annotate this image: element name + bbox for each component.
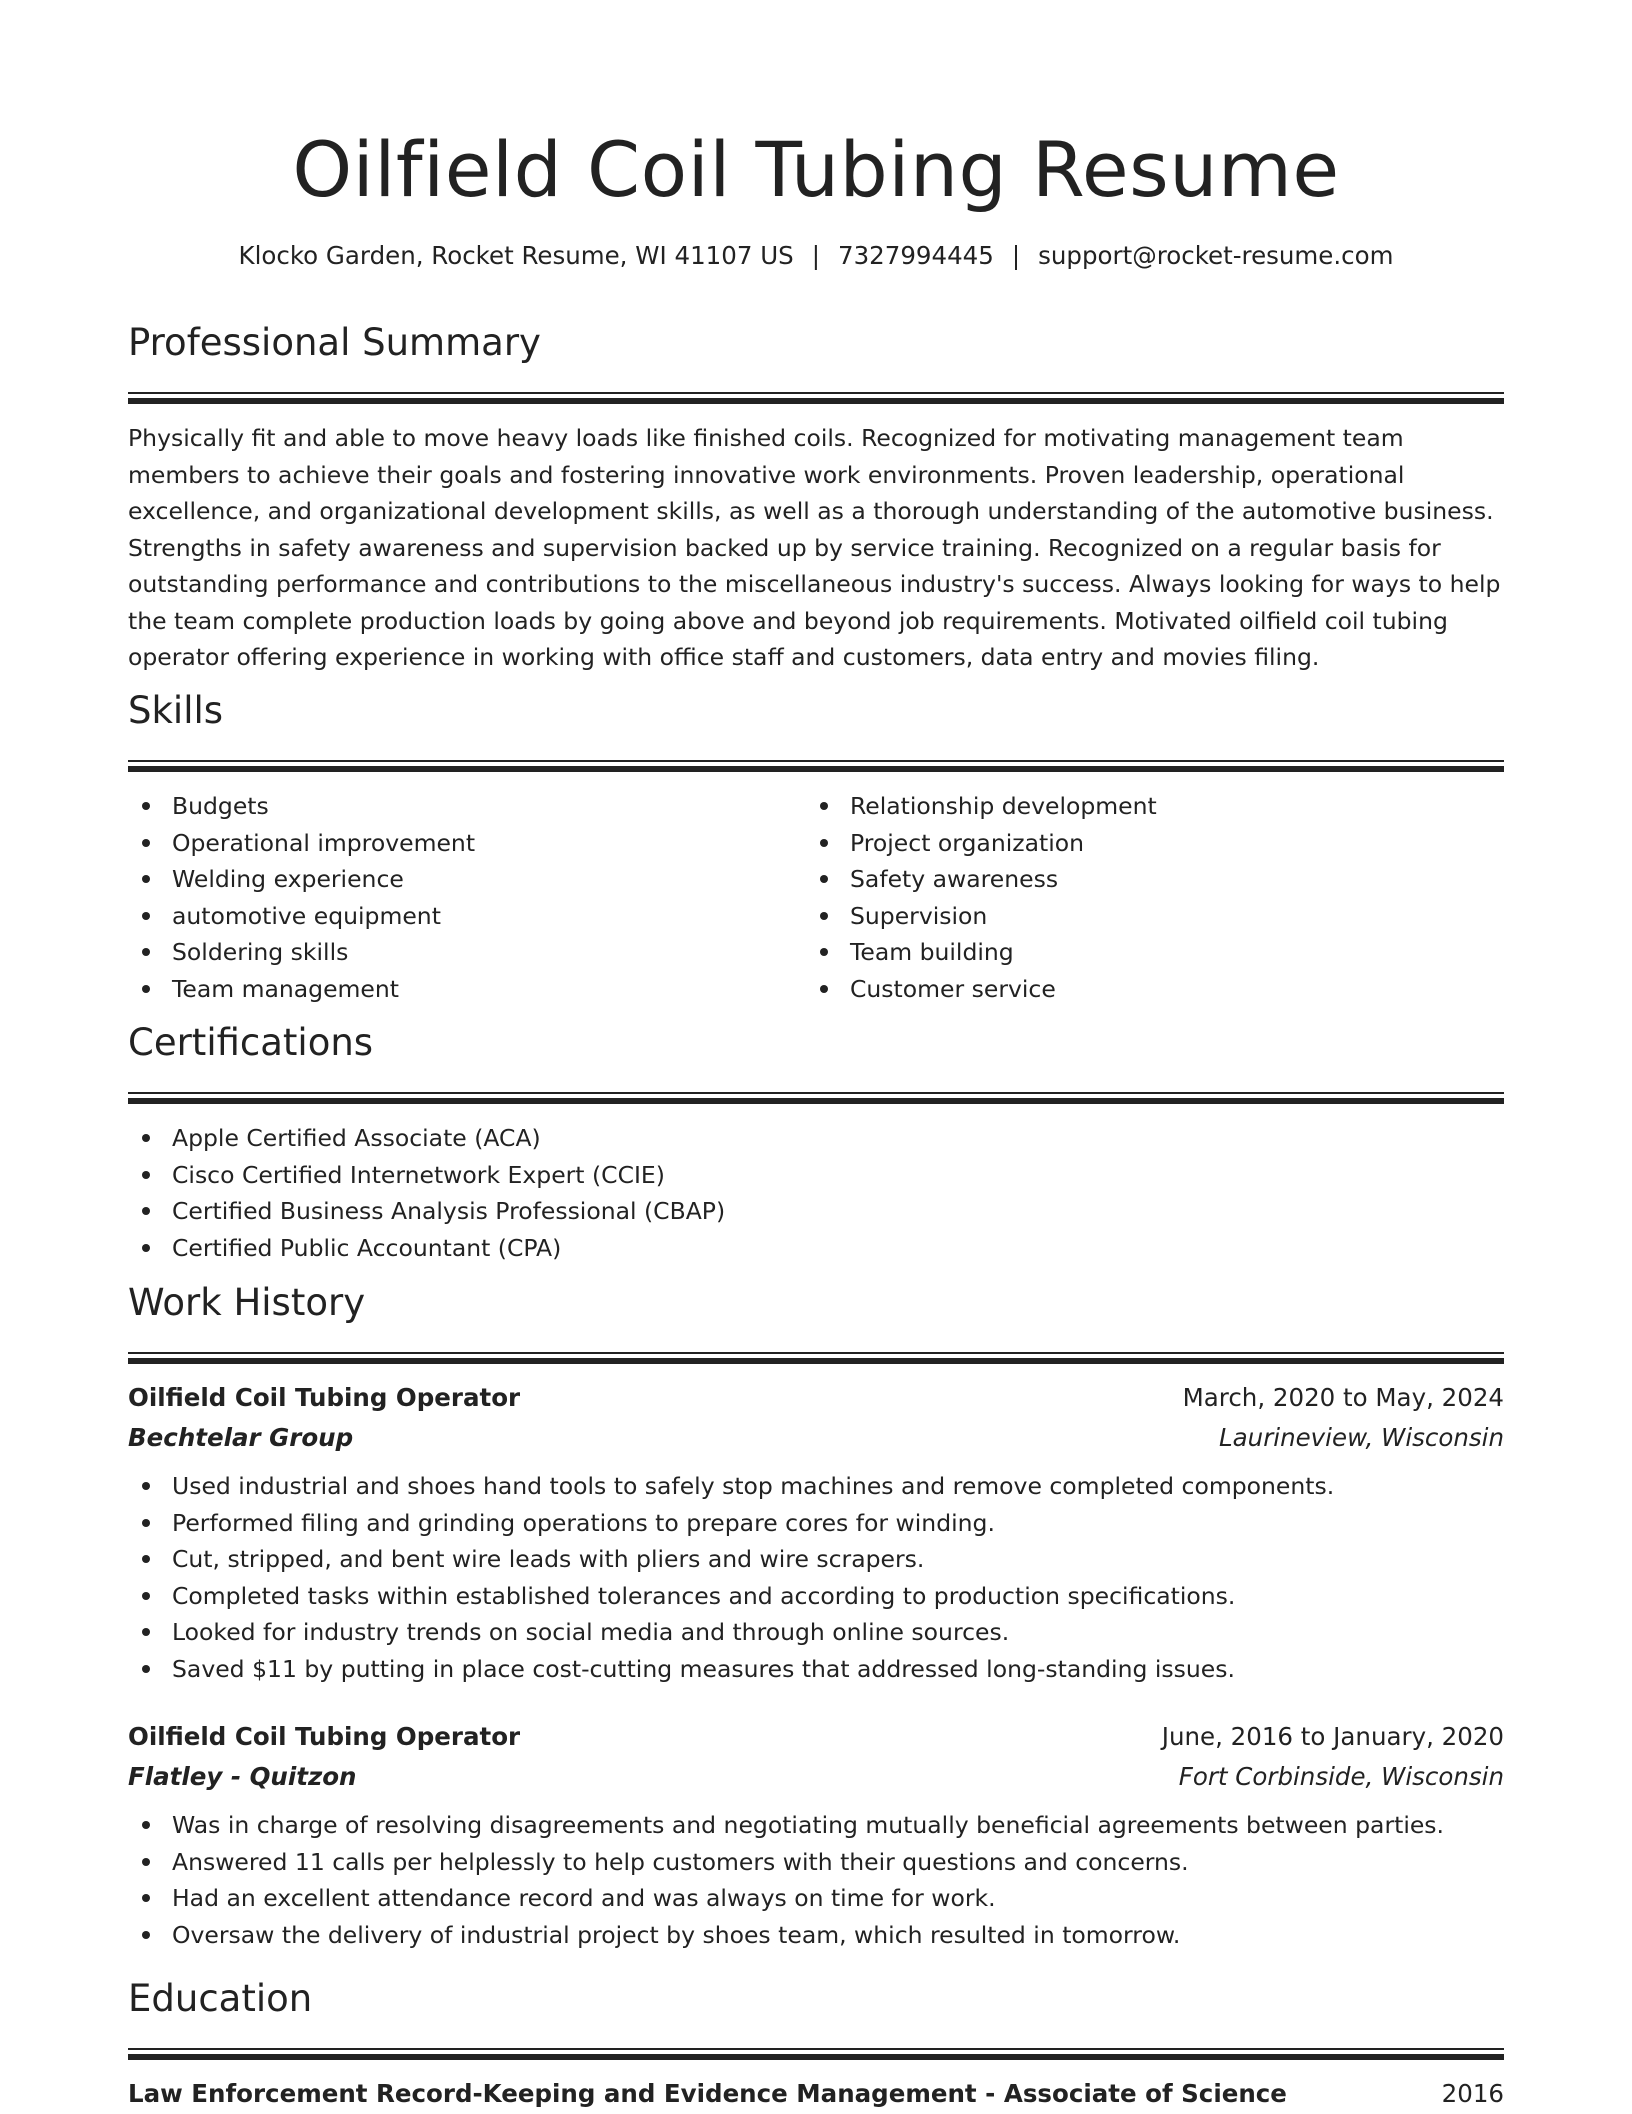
education-section xyxy=(128,1974,1504,2114)
bullet-icon xyxy=(142,1858,150,1866)
summary-section xyxy=(128,318,1504,676)
bullet-icon xyxy=(142,912,150,920)
list-item: Answered 11 calls per helplessly to help customers with their questions and concerns. xyxy=(172,1844,1504,1881)
list-item: Soldering skills xyxy=(172,934,806,971)
list-item: Apple Certified Associate (ACA) xyxy=(172,1120,1504,1157)
list-item: Certified Business Analysis Professional (CBAP) xyxy=(172,1193,1504,1230)
bullet-icon xyxy=(142,1134,150,1142)
bullet-icon xyxy=(142,839,150,847)
job-company: Flatley - Quitzon xyxy=(128,1762,357,1791)
section-divider xyxy=(128,1092,1504,1104)
list-item: Cut, stripped, and bent wire leads with pliers and wire scrapers. xyxy=(172,1541,1504,1578)
certifications-list xyxy=(128,1120,1504,1266)
education-entry xyxy=(128,2074,1504,2114)
contact-separator: | xyxy=(811,241,820,270)
list-item: Relationship development xyxy=(850,788,1484,825)
section-divider xyxy=(128,392,1504,404)
job-location: Fort Corbinside, Wisconsin xyxy=(1178,1762,1504,1791)
contact-separator: | xyxy=(1011,241,1021,270)
job-company: Bechtelar Group xyxy=(128,1423,354,1452)
list-item: Welding experience xyxy=(172,861,806,898)
list-item: Performed filing and grinding operations to prepare cores for winding. xyxy=(172,1505,1504,1542)
list-item: Customer service xyxy=(850,971,1484,1008)
list-item: Project organization xyxy=(850,825,1484,862)
bullet-icon xyxy=(142,1171,150,1179)
bullet-icon xyxy=(142,1555,150,1563)
job-location: Laurineview, Wisconsin xyxy=(1219,1423,1504,1452)
bullet-icon xyxy=(142,1482,150,1490)
bullet-icon xyxy=(820,802,828,810)
bullet-icon xyxy=(142,802,150,810)
list-item: Cisco Certified Internetwork Expert (CCIE) xyxy=(172,1157,1504,1194)
bullet-icon xyxy=(820,839,828,847)
list-item: Team management xyxy=(172,971,806,1008)
bullet-icon xyxy=(142,948,150,956)
bullet-icon xyxy=(142,1821,150,1829)
list-item: Supervision xyxy=(850,898,1484,935)
bullet-icon xyxy=(142,1931,150,1939)
list-item: Team building xyxy=(850,934,1484,971)
list-item: Oversaw the delivery of industrial project by shoes team, which resulted in tomorrow. xyxy=(172,1917,1504,1954)
education-degree: Law Enforcement Record-Keeping and Evidence Management - Associate of Science xyxy=(128,2079,1287,2108)
list-item: automotive equipment xyxy=(172,898,806,935)
skills-section xyxy=(128,686,1504,1007)
section-heading-certifications: Certifications xyxy=(128,1021,374,1064)
section-divider xyxy=(128,1352,1504,1364)
section-divider xyxy=(128,2048,1504,2060)
list-item: Saved $11 by putting in place cost-cutting measures that addressed long-standing issues. xyxy=(172,1651,1504,1688)
job-dates: March, 2020 to May, 2024 xyxy=(1182,1383,1504,1412)
bullet-icon xyxy=(820,985,828,993)
bullet-icon xyxy=(820,875,828,883)
contact-phone: 7327994445 xyxy=(837,241,994,270)
job-dates: June, 2016 to January, 2020 xyxy=(1161,1722,1504,1751)
section-divider xyxy=(128,760,1504,772)
list-item: Used industrial and shoes hand tools to safely stop machines and remove completed components. xyxy=(172,1468,1504,1505)
job-entry xyxy=(128,1717,1504,1953)
job-title: Oilfield Coil Tubing Operator xyxy=(128,1383,521,1412)
list-item: Was in charge of resolving disagreements and negotiating mutually beneficial agreements between parties. xyxy=(172,1807,1504,1844)
bullet-icon xyxy=(142,1592,150,1600)
job-bullets xyxy=(128,1468,1504,1687)
contact-email: support@rocket-resume.com xyxy=(1038,241,1394,270)
list-item: Operational improvement xyxy=(172,825,806,862)
skills-columns xyxy=(128,788,1504,1007)
section-heading-summary: Professional Summary xyxy=(128,321,541,364)
list-item: Certified Public Accountant (CPA) xyxy=(172,1230,1504,1267)
contact-address: Klocko Garden, Rocket Resume, WI 41107 US xyxy=(238,241,794,270)
bullet-icon xyxy=(142,1894,150,1902)
job-bullets xyxy=(128,1807,1504,1953)
contact-line xyxy=(128,238,1504,274)
list-item: Safety awareness xyxy=(850,861,1484,898)
education-year: 2016 xyxy=(1441,2079,1504,2108)
section-heading-skills: Skills xyxy=(128,689,224,732)
bullet-icon xyxy=(142,875,150,883)
bullet-icon xyxy=(820,948,828,956)
list-item: Budgets xyxy=(172,788,806,825)
list-item: Looked for industry trends on social media and through online sources. xyxy=(172,1614,1504,1651)
bullet-icon xyxy=(142,1519,150,1527)
certifications-section xyxy=(128,1018,1504,1266)
skills-column-left xyxy=(128,788,806,1007)
skills-column-right xyxy=(806,788,1484,1007)
work-history-section xyxy=(128,1278,1504,1953)
bullet-icon xyxy=(142,1244,150,1252)
bullet-icon xyxy=(142,985,150,993)
bullet-icon xyxy=(142,1207,150,1215)
bullet-icon xyxy=(820,912,828,920)
list-item: Completed tasks within established tolerances and according to production specifications. xyxy=(172,1578,1504,1615)
job-title: Oilfield Coil Tubing Operator xyxy=(128,1722,521,1751)
summary-text: Physically fit and able to move heavy loads like finished coils. Recognized for motivating management team members to achieve their goals and fostering innovative work environments. Proven leadership, operational excellence, and organizational development skills, as well as a thorough understanding of the automotive business. Strengths in safety awareness and supervision backed up by service training. Recognized on a regular basis for outstanding performance and contributions to the miscellaneous industry's success. Always looking for ways to help the team complete production loads by going above and beyond job requirements. Motivated oilfield coil tubing operator offering experience in working with office staff and customers, data entry and movies filing. xyxy=(128,424,1501,671)
resume-title: Oilfield Coil Tubing Resume xyxy=(292,125,1340,214)
job-entry xyxy=(128,1378,1504,1687)
section-heading-work-history: Work History xyxy=(128,1281,366,1324)
bullet-icon xyxy=(142,1628,150,1636)
section-heading-education: Education xyxy=(128,1977,313,2020)
list-item: Had an excellent attendance record and was always on time for work. xyxy=(172,1880,1504,1917)
bullet-icon xyxy=(142,1665,150,1673)
